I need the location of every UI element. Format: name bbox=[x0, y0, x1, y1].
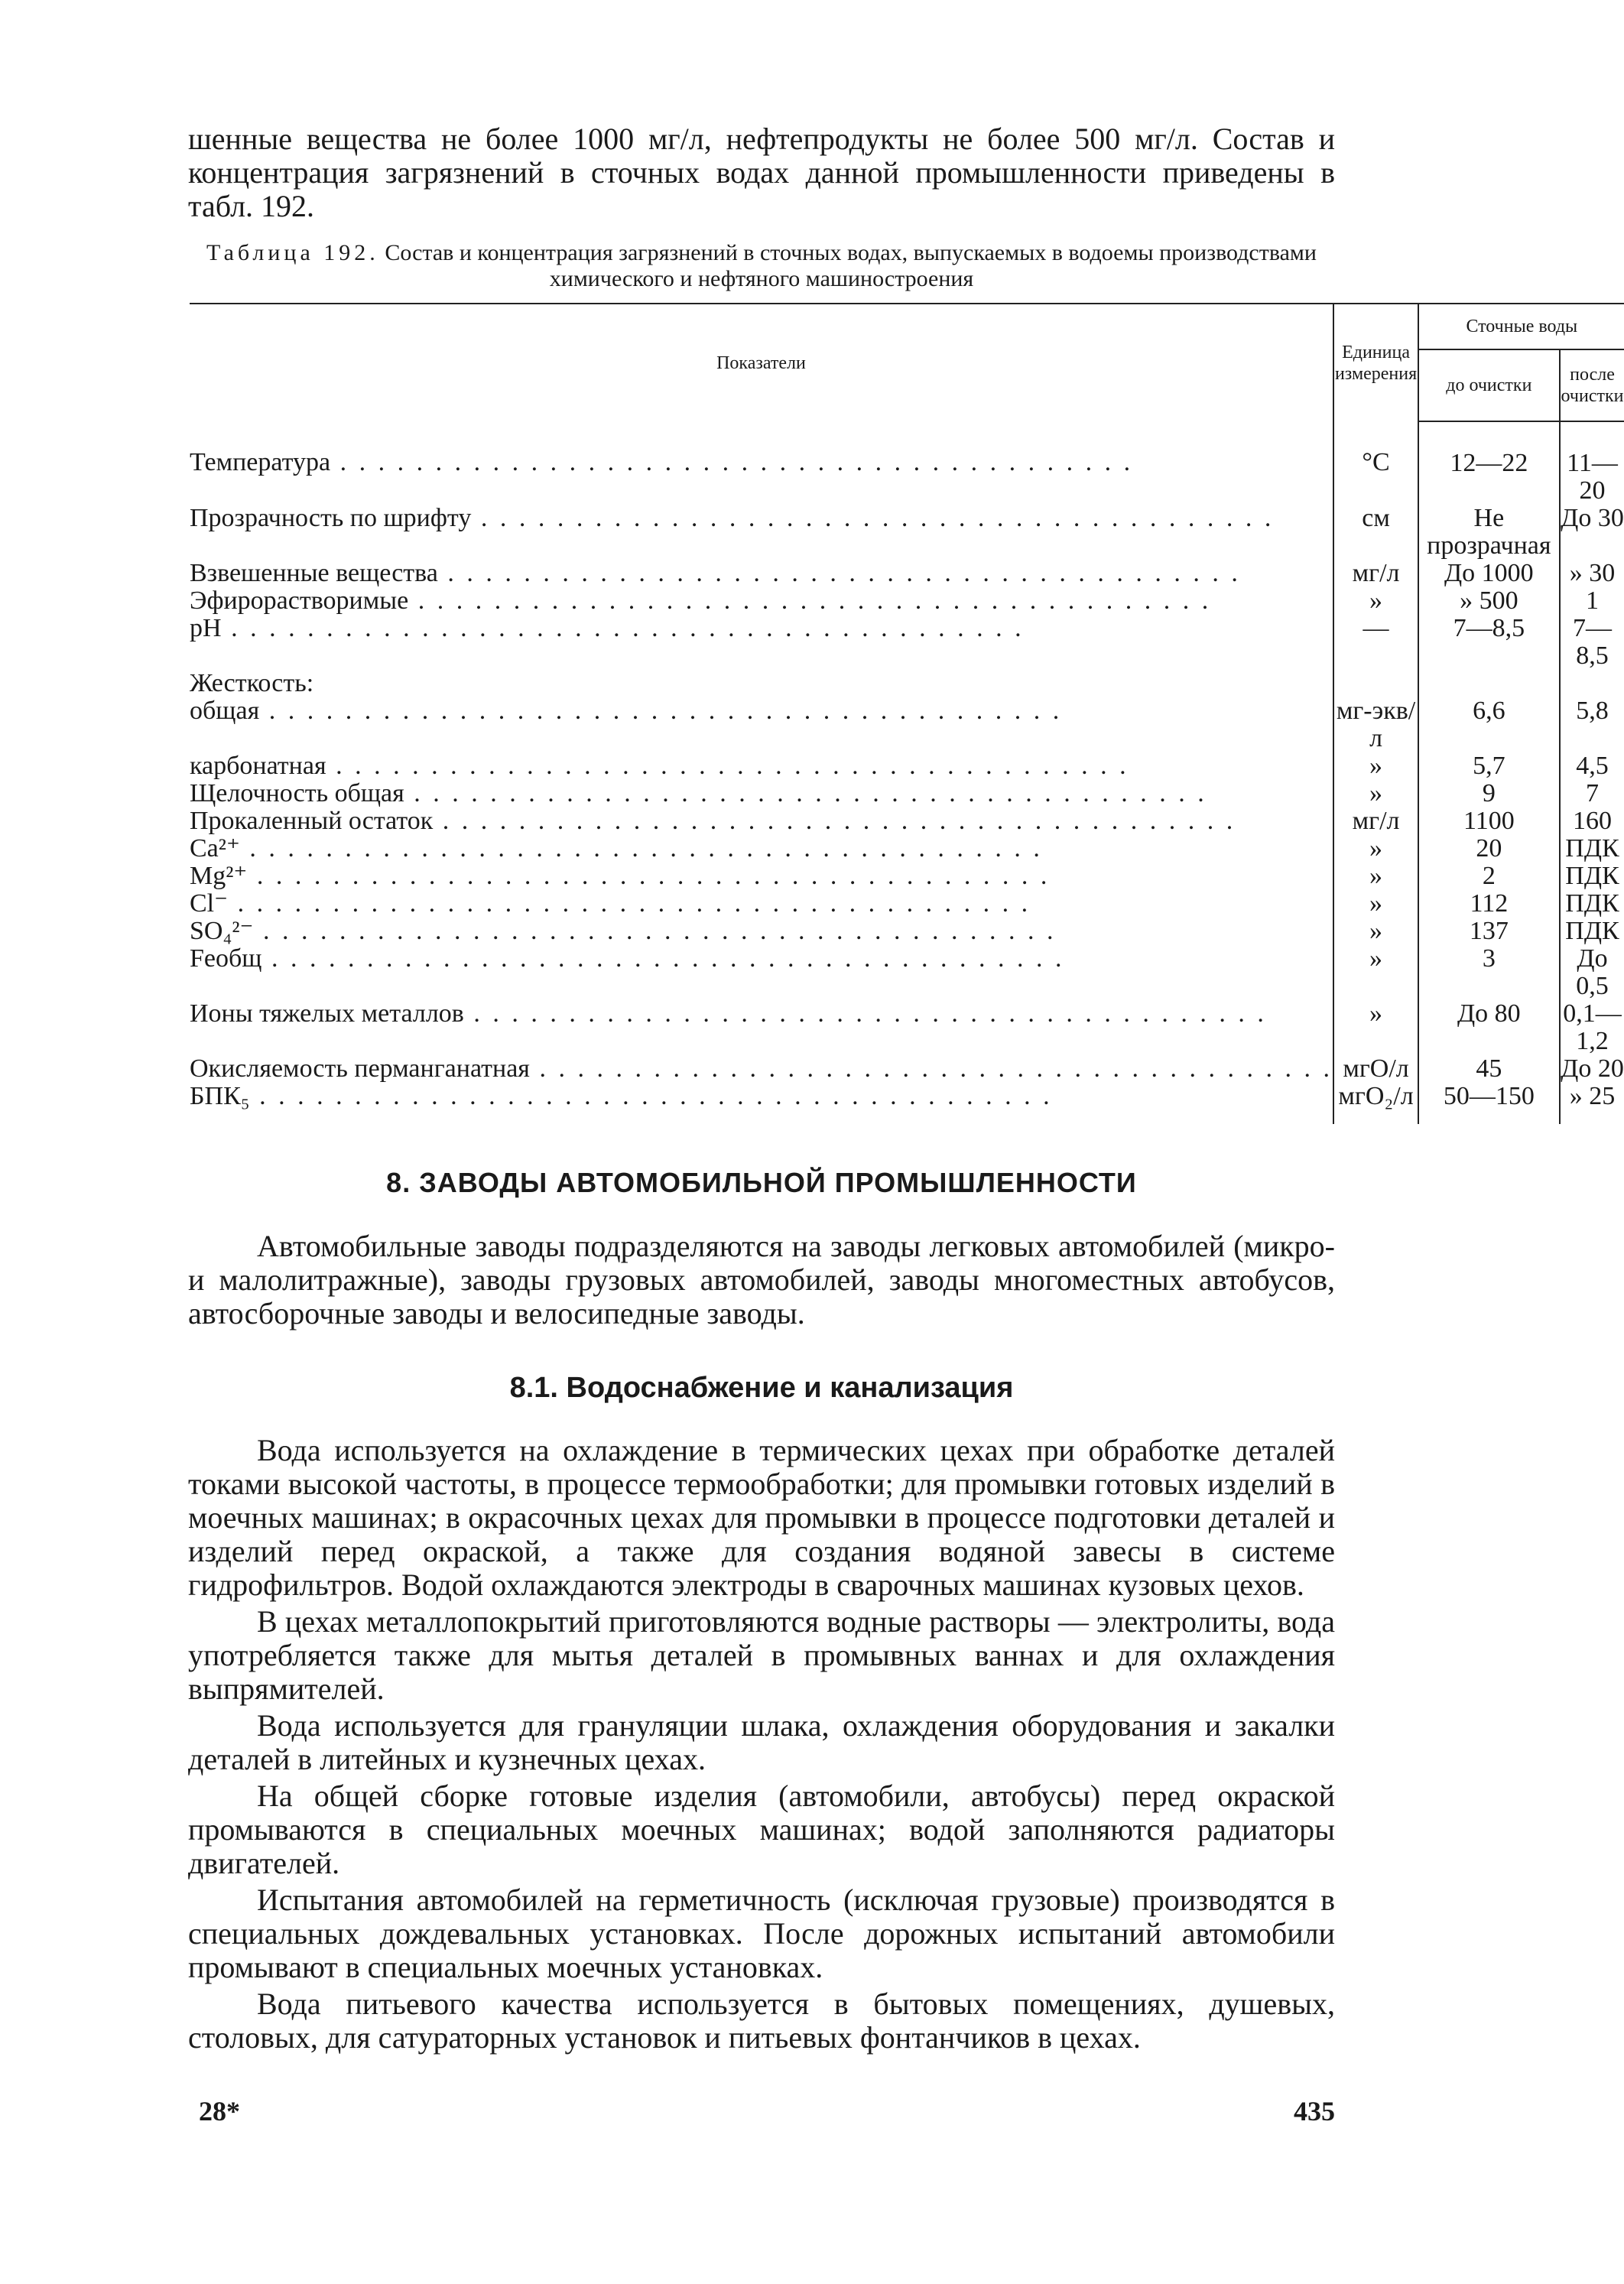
row-name: Ионы тяжелых металлов . . . bbox=[190, 999, 1267, 1028]
row-after: До 0,5 bbox=[1576, 944, 1609, 1000]
table-row bbox=[190, 863, 1624, 890]
row-name: общая . . . bbox=[190, 697, 1062, 725]
row-name: Ca²⁺ . . . bbox=[190, 834, 1043, 863]
body-paragraph: В цехах металлопокрытий приготовляются водные растворы — электролиты, вода употребляется также для мытья деталей в промывных ваннах и для охлаждения выпрямителей. bbox=[188, 1604, 1335, 1706]
row-unit: — bbox=[1333, 615, 1418, 670]
row-after: 1 bbox=[1586, 586, 1599, 615]
row-after: 0,1—1,2 bbox=[1563, 999, 1622, 1055]
table-row bbox=[190, 835, 1624, 863]
body-paragraph: Вода питьевого качества используется в бытовых помещениях, душевых, столовых, для сатураторных установок и питьевых фонтанчиков в цехах. bbox=[188, 1987, 1335, 2055]
row-before: 112 bbox=[1418, 890, 1559, 918]
table-row bbox=[190, 615, 1624, 670]
header-after-treatment: после очистки bbox=[1560, 349, 1624, 421]
row-unit: » bbox=[1333, 1000, 1418, 1055]
row-name: Щелочность общая . . . bbox=[190, 779, 1207, 807]
row-name: Температура . . . bbox=[190, 448, 1133, 476]
row-before: 1100 bbox=[1418, 807, 1559, 835]
row-unit: °С bbox=[1333, 421, 1418, 505]
row-unit: » bbox=[1333, 863, 1418, 890]
header-unit: Единица измерения bbox=[1333, 304, 1418, 421]
row-name: Окисляемость перманганатная . . . bbox=[190, 1054, 1333, 1083]
row-before: 45 bbox=[1418, 1055, 1559, 1083]
row-before: 5,7 bbox=[1418, 752, 1559, 780]
row-before: До 80 bbox=[1418, 1000, 1559, 1055]
body-paragraph: На общей сборке готовые изделия (автомобили, автобусы) перед окраской промываются в специальных моечных машинах; водой заполняются радиаторы двигателей. bbox=[188, 1779, 1335, 1880]
row-after: ПДК bbox=[1565, 834, 1619, 863]
header-before-treatment: до очистки bbox=[1418, 349, 1559, 421]
header-indicator: Показатели bbox=[190, 304, 1333, 421]
table-row bbox=[190, 890, 1624, 918]
section-heading: 8. ЗАВОДЫ АВТОМОБИЛЬНОЙ ПРОМЫШЛЕННОСТИ bbox=[386, 1167, 1137, 1198]
row-before: » 500 bbox=[1418, 587, 1559, 615]
row-after: До 30 bbox=[1561, 504, 1624, 532]
row-unit: мг-экв/л bbox=[1333, 697, 1418, 752]
row-before: 7—8,5 bbox=[1418, 615, 1559, 670]
row-unit: мг/л bbox=[1333, 560, 1418, 587]
section-paragraph: Автомобильные заводы подразделяются на заводы легковых автомобилей (микро- и малолитражные), заводы грузовых автомобилей, заводы многоместных автобусов, автосборочные заводы и велосипедные заводы. bbox=[188, 1229, 1335, 1330]
table-row bbox=[190, 1055, 1624, 1083]
table-caption-label: Таблица 192. bbox=[206, 240, 379, 265]
table-row bbox=[190, 505, 1624, 560]
row-unit: » bbox=[1333, 780, 1418, 807]
row-before: 12—22 bbox=[1418, 421, 1559, 505]
signature-mark: 28* bbox=[199, 2096, 240, 2126]
row-unit: » bbox=[1333, 587, 1418, 615]
row-before: Не прозрачная bbox=[1418, 505, 1559, 560]
row-name: Прозрачность по шрифту . . . bbox=[190, 504, 1274, 532]
table-row bbox=[190, 945, 1624, 1000]
row-unit: » bbox=[1333, 945, 1418, 1000]
row-unit: см bbox=[1333, 505, 1418, 560]
row-before: 2 bbox=[1418, 863, 1559, 890]
intro-paragraph: шенные вещества не более 1000 мг/л, нефтепродукты не более 500 мг/л. Состав и концентрация загрязнений в сточных водах данной промышленности приведены в табл. 192. bbox=[188, 122, 1335, 223]
row-name: Взвешенные вещества . . . bbox=[190, 559, 1241, 587]
row-before: 137 bbox=[1418, 918, 1559, 945]
table-row bbox=[190, 918, 1624, 945]
row-after: ПДК bbox=[1565, 862, 1619, 890]
table-row bbox=[190, 697, 1624, 752]
row-name: pH . . . bbox=[190, 614, 1025, 642]
row-after: 5,8 bbox=[1576, 697, 1609, 725]
subsection-heading: 8.1. Водоснабжение и канализация bbox=[509, 1372, 1014, 1404]
table-row bbox=[190, 421, 1624, 505]
row-after: 11—20 bbox=[1567, 449, 1618, 505]
table-row bbox=[190, 587, 1624, 615]
page-content bbox=[188, 122, 1624, 2055]
row-after bbox=[1560, 670, 1624, 697]
table-row bbox=[190, 1083, 1624, 1124]
body-paragraph: Вода используется для грануляции шлака, охлаждения оборудования и закалки деталей в литейных и кузнечных цехах. bbox=[188, 1708, 1335, 1776]
table-caption-text: Состав и концентрация загрязнений в сточных водах, выпускаемых в водоемы производствами химического и нефтяного машиностроения bbox=[385, 240, 1317, 291]
row-unit: мгО/л bbox=[1333, 1055, 1418, 1083]
row-name: Mg²⁺ . . . bbox=[190, 862, 1050, 890]
row-name: БПК₅ . . . bbox=[190, 1082, 1053, 1110]
row-after: До 20 bbox=[1561, 1054, 1624, 1083]
header-wastewater: Сточные воды bbox=[1418, 304, 1624, 349]
table-row bbox=[190, 1000, 1624, 1055]
row-after: » 25 bbox=[1569, 1082, 1616, 1110]
row-name: карбонатная . . . bbox=[190, 752, 1129, 780]
pollutants-table bbox=[190, 303, 1624, 1124]
row-before: 9 bbox=[1418, 780, 1559, 807]
row-unit: » bbox=[1333, 752, 1418, 780]
table-row bbox=[190, 560, 1624, 587]
row-name: Жесткость: bbox=[190, 669, 314, 697]
row-name: SO₄²⁻ . . . bbox=[190, 917, 1056, 945]
row-before: 3 bbox=[1418, 945, 1559, 1000]
body-paragraph: Вода используется на охлаждение в термических цехах при обработке деталей токами высокой частоты, в процессе термообработки; для промывки готовых изделий в моечных машинах; в окрасочных цехах для промывки в процессе подготовки деталей и изделий перед окраской, а также для создания водяной завесы в системе гидрофильтров. Водой охлаждаются электроды в сварочных машинах кузовых цехов. bbox=[188, 1433, 1335, 1602]
row-before: До 1000 bbox=[1418, 560, 1559, 587]
row-after: ПДК bbox=[1565, 889, 1619, 918]
row-after: 7—8,5 bbox=[1573, 614, 1612, 670]
table-caption bbox=[188, 240, 1335, 292]
body-paragraph: Испытания автомобилей на герметичность (исключая грузовые) производятся в специальных дождевальных установках. После дорожных испытаний автомобили промывают в специальных моечных установках. bbox=[188, 1883, 1335, 1984]
row-after: » 30 bbox=[1569, 559, 1616, 587]
table-row bbox=[190, 670, 1624, 697]
row-before: 6,6 bbox=[1418, 697, 1559, 752]
row-after: ПДК bbox=[1565, 917, 1619, 945]
row-unit: мгО₂/л bbox=[1333, 1083, 1418, 1124]
row-unit: » bbox=[1333, 890, 1418, 918]
row-unit: » bbox=[1333, 835, 1418, 863]
table-row bbox=[190, 807, 1624, 835]
row-before bbox=[1418, 670, 1559, 697]
row-name: Прокаленный остаток . . . bbox=[190, 807, 1236, 835]
row-after: 160 bbox=[1573, 807, 1612, 835]
row-after: 7 bbox=[1586, 779, 1599, 807]
row-unit: » bbox=[1333, 918, 1418, 945]
row-name: Эфирорастворимые . . . bbox=[190, 586, 1211, 615]
page-number: 435 bbox=[1294, 2096, 1335, 2126]
row-name: Feобщ . . . bbox=[190, 944, 1064, 973]
table-row bbox=[190, 752, 1624, 780]
row-unit: мг/л bbox=[1333, 807, 1418, 835]
row-name: Cl⁻ . . . bbox=[190, 889, 1031, 918]
row-before: 50—150 bbox=[1418, 1083, 1559, 1124]
row-before: 20 bbox=[1418, 835, 1559, 863]
row-unit bbox=[1333, 670, 1418, 697]
table-row bbox=[190, 780, 1624, 807]
row-after: 4,5 bbox=[1576, 752, 1609, 780]
